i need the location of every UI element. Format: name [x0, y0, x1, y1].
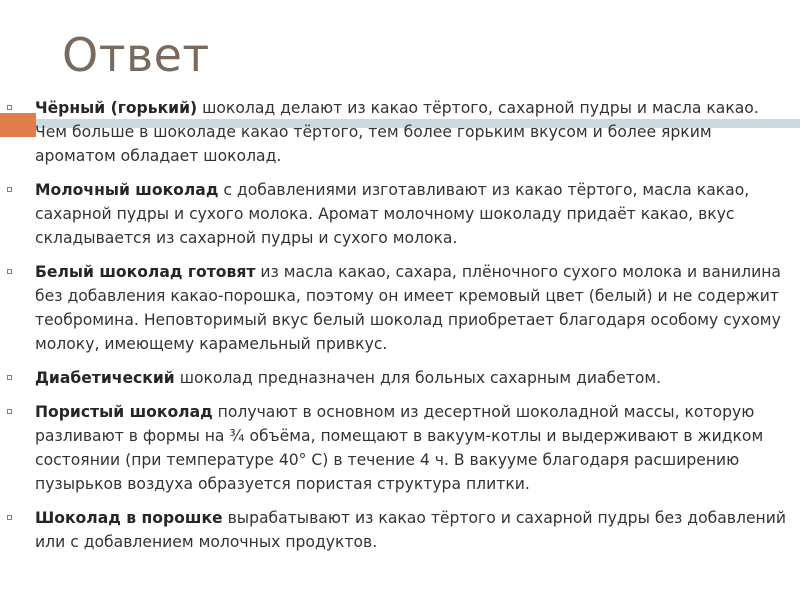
bullet-text	[35, 403, 763, 493]
bullet-term: Молочный шоколад	[35, 181, 219, 199]
bullet-item	[0, 260, 790, 356]
bullet-list	[0, 96, 790, 554]
bullet-term: Белый шоколад готовят	[35, 263, 256, 281]
hollow-square-icon	[7, 375, 12, 380]
bullet-item	[0, 366, 790, 390]
slide-content	[0, 96, 790, 564]
hollow-square-icon	[7, 409, 12, 414]
bullet-body: получают в основном из десертной шоколадной массы, которую разливают в формы на ¾ объёма, помещают в вакуум-котлы и выдерживают в жидком состоянии (при температуре 40° С) в течение 4 ч. В вакууме благодаря расширению пузырьков воздуха образуется пористая структура плитки.	[35, 403, 764, 493]
bullet-body: шоколад делают из какао тёртого, сахарной пудры и масла какао. Чем больше в шоколаде какао тёртого, тем более горьким вкусом и более ярким ароматом обладает шоколад.	[35, 99, 759, 165]
hollow-square-icon	[7, 269, 12, 274]
hollow-square-icon	[7, 515, 12, 520]
bullet-term: Диабетический	[35, 369, 175, 387]
bullet-term: Чёрный (горький)	[35, 99, 198, 117]
bullet-text	[35, 181, 749, 247]
bullet-item	[0, 96, 790, 168]
bullet-term: Пористый шоколад	[35, 403, 213, 421]
bullet-text	[35, 509, 786, 551]
bullet-text	[35, 99, 759, 165]
hollow-square-icon	[7, 187, 12, 192]
bullet-body: шоколад предназначен для больных сахарным диабетом.	[174, 369, 662, 387]
bullet-body: из масла какао, сахара, плёночного сухого молока и ванилина без добавления какао-порошка, поэтому он имеет кремовый цвет (белый) и не содержит теобромина. Неповторимый вкус белый шоколад приобретает благодаря особому сухому молоку, имеющему карамельный привкус.	[35, 263, 781, 353]
bullet-item	[0, 506, 790, 554]
hollow-square-icon	[7, 105, 12, 110]
bullet-text	[35, 263, 781, 353]
bullet-item	[0, 400, 790, 496]
bullet-item	[0, 178, 790, 250]
slide-title: Ответ	[62, 28, 210, 82]
bullet-term: Шоколад в порошке	[35, 509, 223, 527]
bullet-body: вырабатывают из какао тёртого и сахарной пудры без добавлений или с добавлением молочных продуктов.	[35, 509, 787, 551]
bullet-body: с добавлениями изготавливают из какао тёртого, масла какао, сахарной пудры и сухого молока. Аромат молочному шоколаду придаёт какао, вкус складывается из сахарной пудры и сухого молока.	[35, 181, 750, 247]
bullet-text	[35, 369, 661, 387]
